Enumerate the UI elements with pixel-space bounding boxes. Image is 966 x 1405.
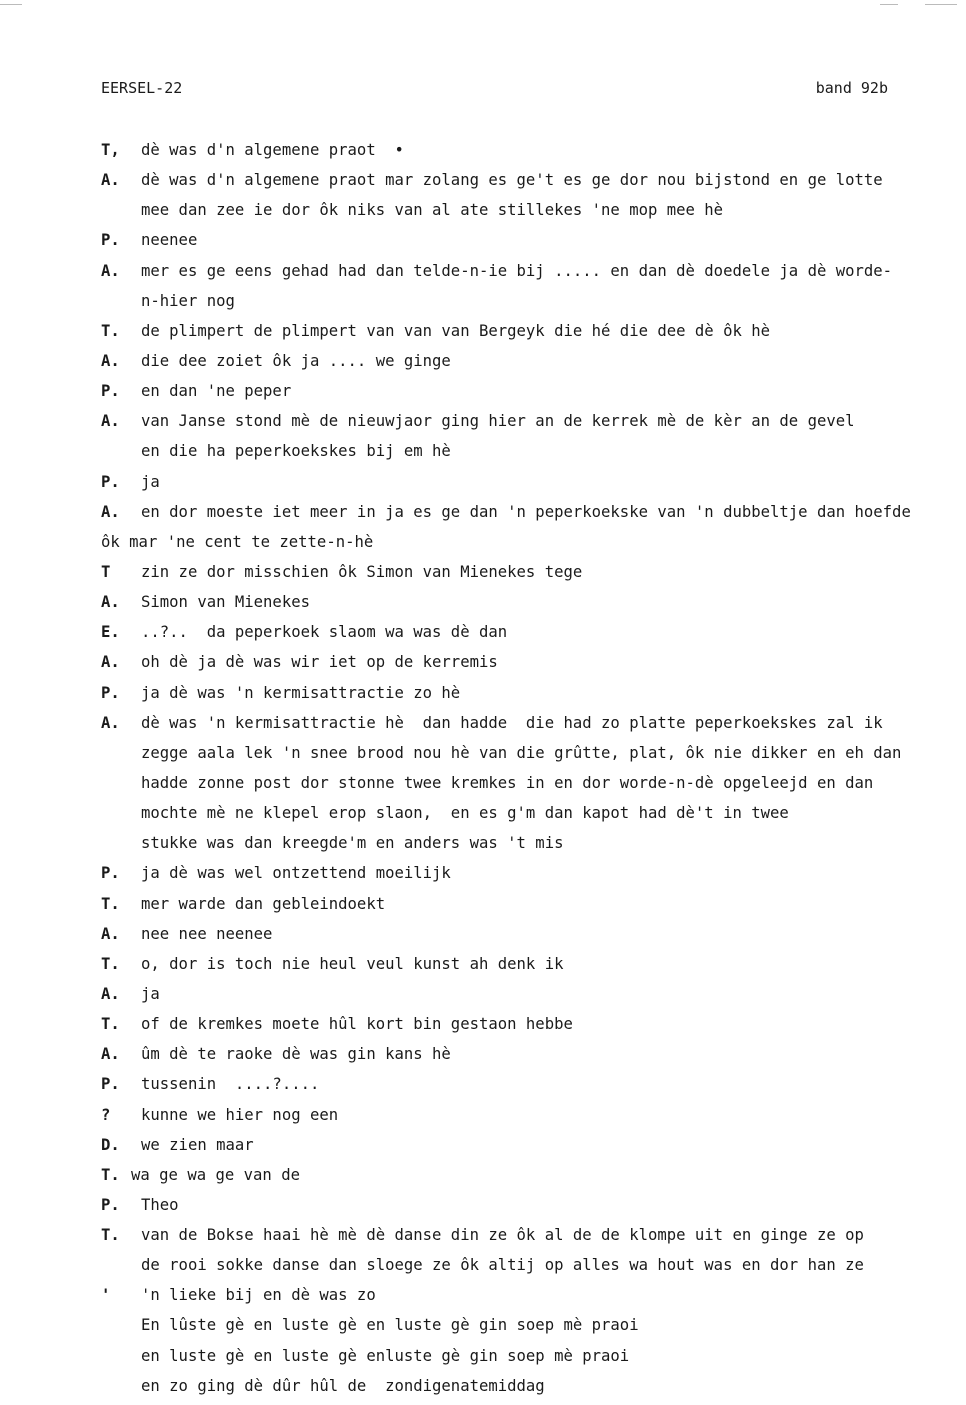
transcript-line bbox=[101, 320, 966, 350]
transcript-line bbox=[101, 1134, 966, 1164]
line-text: tussenin ....?.... bbox=[141, 1075, 320, 1094]
transcript-line bbox=[101, 1314, 966, 1344]
transcript-line bbox=[101, 260, 966, 290]
line-text: of de kremkes moete hûl kort bin gestaon hebbe bbox=[141, 1015, 573, 1034]
line-text: n-hier nog bbox=[141, 291, 235, 310]
speaker-label: A. bbox=[101, 412, 120, 431]
speaker-label: P. bbox=[101, 231, 120, 250]
line-text: van de Bokse haai hè mè dè danse din ze ôk al de de klompe uit en ginge ze op bbox=[141, 1226, 864, 1245]
line-text: 'n lieke bij en dè was zo bbox=[141, 1286, 376, 1305]
line-text: en dor moeste iet meer in ja es ge dan 'n peperkoekske van 'n dubbeltje dan hoefde bbox=[141, 502, 911, 521]
speaker-label: A. bbox=[101, 1045, 120, 1064]
speaker-label: A. bbox=[101, 984, 120, 1003]
line-text: o, dor is toch nie heul veul kunst ah denk ik bbox=[141, 954, 564, 973]
speaker-label: T. bbox=[101, 894, 120, 913]
line-text: stukke was dan kreegde'm en anders was 't mis bbox=[141, 834, 564, 853]
scan-mark bbox=[0, 4, 22, 5]
line-text: mer warde dan gebleindoekt bbox=[141, 894, 386, 913]
transcript-line bbox=[101, 862, 966, 892]
transcript-line bbox=[101, 350, 966, 380]
transcript-line bbox=[101, 742, 966, 772]
transcript-line bbox=[101, 290, 966, 320]
speaker-label: P. bbox=[101, 1195, 120, 1214]
speaker-label: P. bbox=[101, 1075, 120, 1094]
line-text: dè was d'n algemene praot mar zolang es ge't es ge dor nou bijstond en ge lotte bbox=[141, 171, 883, 190]
speaker-label: ? bbox=[101, 1105, 111, 1124]
speaker-label: A. bbox=[101, 502, 120, 521]
transcript-line bbox=[101, 832, 966, 862]
speaker-label: A. bbox=[101, 713, 120, 732]
speaker-label: P. bbox=[101, 382, 120, 401]
transcript-line bbox=[101, 139, 966, 169]
line-text: de rooi sokke danse dan sloege ze ôk altij op alles wa hout was en dor han ze bbox=[141, 1256, 864, 1275]
speaker-label: A. bbox=[101, 261, 120, 280]
scan-mark bbox=[925, 4, 957, 5]
speaker-label: P. bbox=[101, 683, 120, 702]
line-text: ja bbox=[141, 984, 160, 1003]
transcript-line bbox=[101, 1164, 966, 1194]
transcript-line bbox=[101, 1043, 966, 1073]
line-text: zin ze dor misschien ôk Simon van Mienekes tege bbox=[141, 562, 583, 581]
speaker-label: T, bbox=[101, 141, 120, 159]
line-text: ..?.. da peperkoek slaom wa was dè dan bbox=[141, 623, 508, 642]
transcript-line bbox=[101, 1194, 966, 1224]
transcript-line bbox=[101, 682, 966, 712]
speaker-label: P. bbox=[101, 864, 120, 883]
line-text: ôk mar 'ne cent te zette-n-hè bbox=[101, 532, 374, 551]
line-text: mer es ge eens gehad had dan telde-n-ie bij ..... en dan dè doedele ja dè worde- bbox=[141, 261, 893, 280]
transcript-line bbox=[101, 561, 966, 591]
transcript-line bbox=[101, 501, 966, 531]
line-text: hadde zonne post dor stonne twee kremkes in en dor worde-n-dè opgeleejd en dan bbox=[141, 773, 874, 792]
transcript-line bbox=[101, 199, 966, 229]
line-text: en dan 'ne peper bbox=[141, 382, 292, 401]
transcript-line bbox=[101, 380, 966, 410]
transcript-line bbox=[101, 1104, 966, 1134]
line-text: van Janse stond mè de nieuwjaor ging hier an de kerrek mè de kèr an de gevel bbox=[141, 412, 855, 431]
transcript-line bbox=[101, 1284, 966, 1314]
speaker-label: A. bbox=[101, 924, 120, 943]
line-text: En lûste gè en luste gè en luste gè gin soep mè praoi bbox=[141, 1316, 639, 1335]
transcript-line bbox=[101, 169, 966, 199]
speaker-label: A. bbox=[101, 171, 120, 190]
line-text: en die ha peperkoekskes bij em hè bbox=[141, 442, 451, 461]
transcript-line bbox=[101, 802, 966, 832]
line-text: en zo ging dè dûr hûl de zondigenatemiddag bbox=[141, 1376, 545, 1395]
line-text: ja dè was 'n kermisattractie zo hè bbox=[141, 683, 461, 702]
transcript-lines bbox=[101, 139, 966, 1405]
line-text: wa ge wa ge van de bbox=[131, 1165, 300, 1184]
speaker-label: P. bbox=[101, 472, 120, 491]
speaker-label: A. bbox=[101, 593, 120, 612]
document-id: EERSEL-22 bbox=[101, 79, 183, 97]
speaker-label: A. bbox=[101, 351, 120, 370]
line-text: neenee bbox=[141, 231, 198, 250]
transcript-line bbox=[101, 772, 966, 802]
line-text: oh dè ja dè was wir iet op de kerremis bbox=[141, 653, 498, 672]
line-text: ja dè was wel ontzettend moeilijk bbox=[141, 864, 451, 883]
transcript-line bbox=[101, 893, 966, 923]
speaker-label: E. bbox=[101, 623, 120, 642]
transcript-line bbox=[101, 651, 966, 681]
scan-mark bbox=[880, 4, 898, 5]
line-text: mochte mè ne klepel erop slaon, en es g'm dan kapot had dè't in twee bbox=[141, 804, 789, 823]
speaker-label: T. bbox=[101, 1165, 120, 1184]
transcript-line bbox=[101, 923, 966, 953]
transcript-line bbox=[101, 1073, 966, 1103]
line-text: nee nee neenee bbox=[141, 924, 273, 943]
speaker-label: T. bbox=[101, 1226, 120, 1245]
transcript-line bbox=[101, 953, 966, 983]
line-text: we zien maar bbox=[141, 1135, 254, 1154]
speaker-label: T. bbox=[101, 954, 120, 973]
transcript-line bbox=[101, 471, 966, 501]
transcript-line bbox=[101, 1375, 966, 1405]
line-text: die dee zoiet ôk ja .... we ginge bbox=[141, 351, 451, 370]
line-text: ûm dè te raoke dè was gin kans hè bbox=[141, 1045, 451, 1064]
transcript-line bbox=[101, 621, 966, 651]
line-text: en luste gè en luste gè enluste gè gin soep mè praoi bbox=[141, 1346, 630, 1365]
line-text: zegge aala lek 'n snee brood nou hè van die grûtte, plat, ôk nie dikker en eh dan bbox=[141, 743, 902, 762]
line-text: de plimpert de plimpert van van van Bergeyk die hé die dee dè ôk hè bbox=[141, 321, 771, 340]
transcript-line bbox=[101, 983, 966, 1013]
speaker-label: T. bbox=[101, 321, 120, 340]
speaker-label: A. bbox=[101, 653, 120, 672]
transcript-line bbox=[101, 1224, 966, 1254]
speaker-label: D. bbox=[101, 1135, 120, 1154]
line-text: dè was 'n kermisattractie hè dan hadde die had zo platte peperkoekskes zal ik bbox=[141, 713, 883, 732]
line-text: ja bbox=[141, 472, 160, 491]
transcript-line bbox=[101, 1345, 966, 1375]
line-text: Theo bbox=[141, 1195, 179, 1214]
speaker-label: T bbox=[101, 562, 111, 581]
transcript-line bbox=[101, 531, 966, 561]
transcript-line bbox=[101, 1013, 966, 1043]
transcript-line bbox=[101, 1254, 966, 1284]
line-text: mee dan zee ie dor ôk niks van al ate stillekes 'ne mop mee hè bbox=[141, 201, 724, 220]
transcript-line bbox=[101, 440, 966, 470]
transcript-line bbox=[101, 410, 966, 440]
speaker-label: ' bbox=[101, 1286, 111, 1305]
transcript-line bbox=[101, 712, 966, 742]
tape-label: band 92b bbox=[815, 79, 888, 97]
line-text: Simon van Mienekes bbox=[141, 593, 310, 612]
line-text: dè was d'n algemene praot • bbox=[141, 141, 404, 159]
transcript-line bbox=[101, 229, 966, 259]
line-text: kunne we hier nog een bbox=[141, 1105, 339, 1124]
transcript-line bbox=[101, 591, 966, 621]
speaker-label: T. bbox=[101, 1015, 120, 1034]
